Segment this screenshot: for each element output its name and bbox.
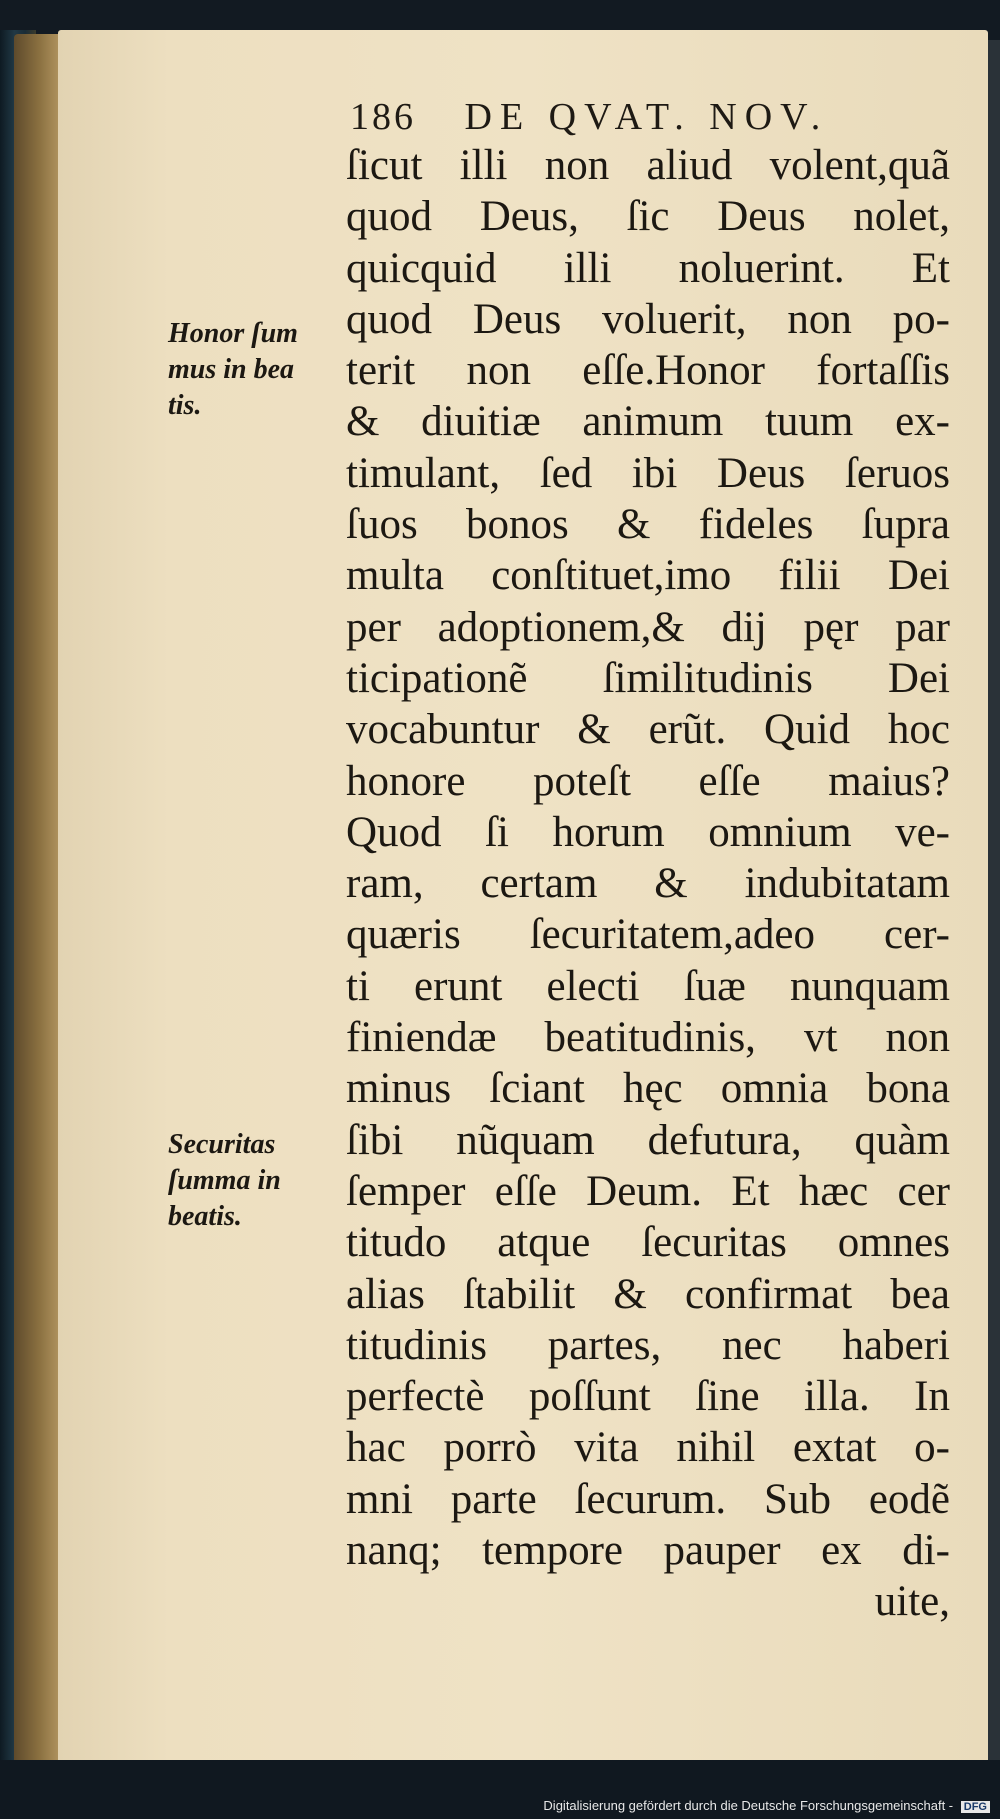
marginal-note-line: ſumma in xyxy=(168,1165,281,1196)
text-line: ram, certam & indubitatam xyxy=(346,860,950,908)
text-line: mni parte ſecurum. Sub eodẽ xyxy=(346,1475,950,1523)
text-line: quicquid illi noluerint. Et xyxy=(346,244,950,292)
text-line: perfectè poſſunt ſine illa. In xyxy=(346,1373,950,1421)
text-line: honore poteſt eſſe maius? xyxy=(346,757,950,805)
dfg-logo: DFG xyxy=(961,1801,990,1813)
text-line: ticipationẽ ſimilitudinis Dei xyxy=(346,654,950,702)
text-line: ſicut illi non aliud volent,quã xyxy=(346,142,950,189)
text-line: hac porrò vita nihil extat o- xyxy=(346,1424,950,1472)
running-head: DE QVAT. NOV. xyxy=(464,96,829,138)
marginal-note-securitas xyxy=(168,1127,348,1235)
text-line: quæris ſecuritatem,adeo cer- xyxy=(346,911,950,959)
text-line: Quod ſi horum omnium ve- xyxy=(346,808,950,856)
page-edge xyxy=(14,34,64,1764)
page-header xyxy=(350,95,950,139)
text-line: per adoptionem,& dij pęr par xyxy=(346,603,950,651)
marginal-note-line: tis. xyxy=(168,390,202,421)
marginal-note-line: Honor ſum xyxy=(168,318,298,349)
text-line: & diuitiæ animum tuum ex- xyxy=(346,398,950,446)
text-line: ſibi nũquam defutura, quàm xyxy=(346,1116,950,1164)
marginal-note-line: Securitas xyxy=(168,1129,276,1160)
text-line: ti erunt electi ſuæ nunquam xyxy=(346,962,950,1010)
marginal-note-honor xyxy=(168,316,348,424)
text-line: nanq; tempore pauper ex di- xyxy=(346,1527,950,1575)
scan-background-right xyxy=(988,40,1000,1760)
text-line: vocabuntur & erũt. Quid hoc xyxy=(346,706,950,754)
text-line: ſuos bonos & fideles ſupra xyxy=(346,501,950,549)
text-line: finiendæ beatitudinis, vt non xyxy=(346,1014,950,1062)
marginal-note-line: beatis. xyxy=(168,1201,242,1232)
credit-text: Digitalisierung gefördert durch die Deutsche Forschungsgemeinschaft - xyxy=(543,1798,954,1813)
marginal-note-line: mus in bea xyxy=(168,354,295,385)
text-line: alias ſtabilit & confirmat bea xyxy=(346,1270,950,1318)
text-line: ſemper eſſe Deum. Et hæc cer xyxy=(346,1167,950,1215)
text-line: terit non eſſe.Honor fortaſſis xyxy=(346,347,950,395)
catchword: uite, xyxy=(874,1578,950,1626)
text-line: timulant, ſed ibi Deus ſeruos xyxy=(346,449,950,497)
text-line: quod Deus, ſic Deus nolet, xyxy=(346,193,950,241)
text-line: quod Deus voluerit, non po- xyxy=(346,295,950,343)
digitization-credit xyxy=(0,1796,990,1816)
page-number: 186 xyxy=(350,96,416,138)
body-text xyxy=(346,140,950,1628)
text-line: titudo atque ſecuritas omnes xyxy=(346,1219,950,1267)
text-line: minus ſciant hęc omnia bona xyxy=(346,1065,950,1113)
text-line: multa conſtituet,imo filii Dei xyxy=(346,552,950,600)
text-line: titudinis partes, nec haberi xyxy=(346,1321,950,1369)
